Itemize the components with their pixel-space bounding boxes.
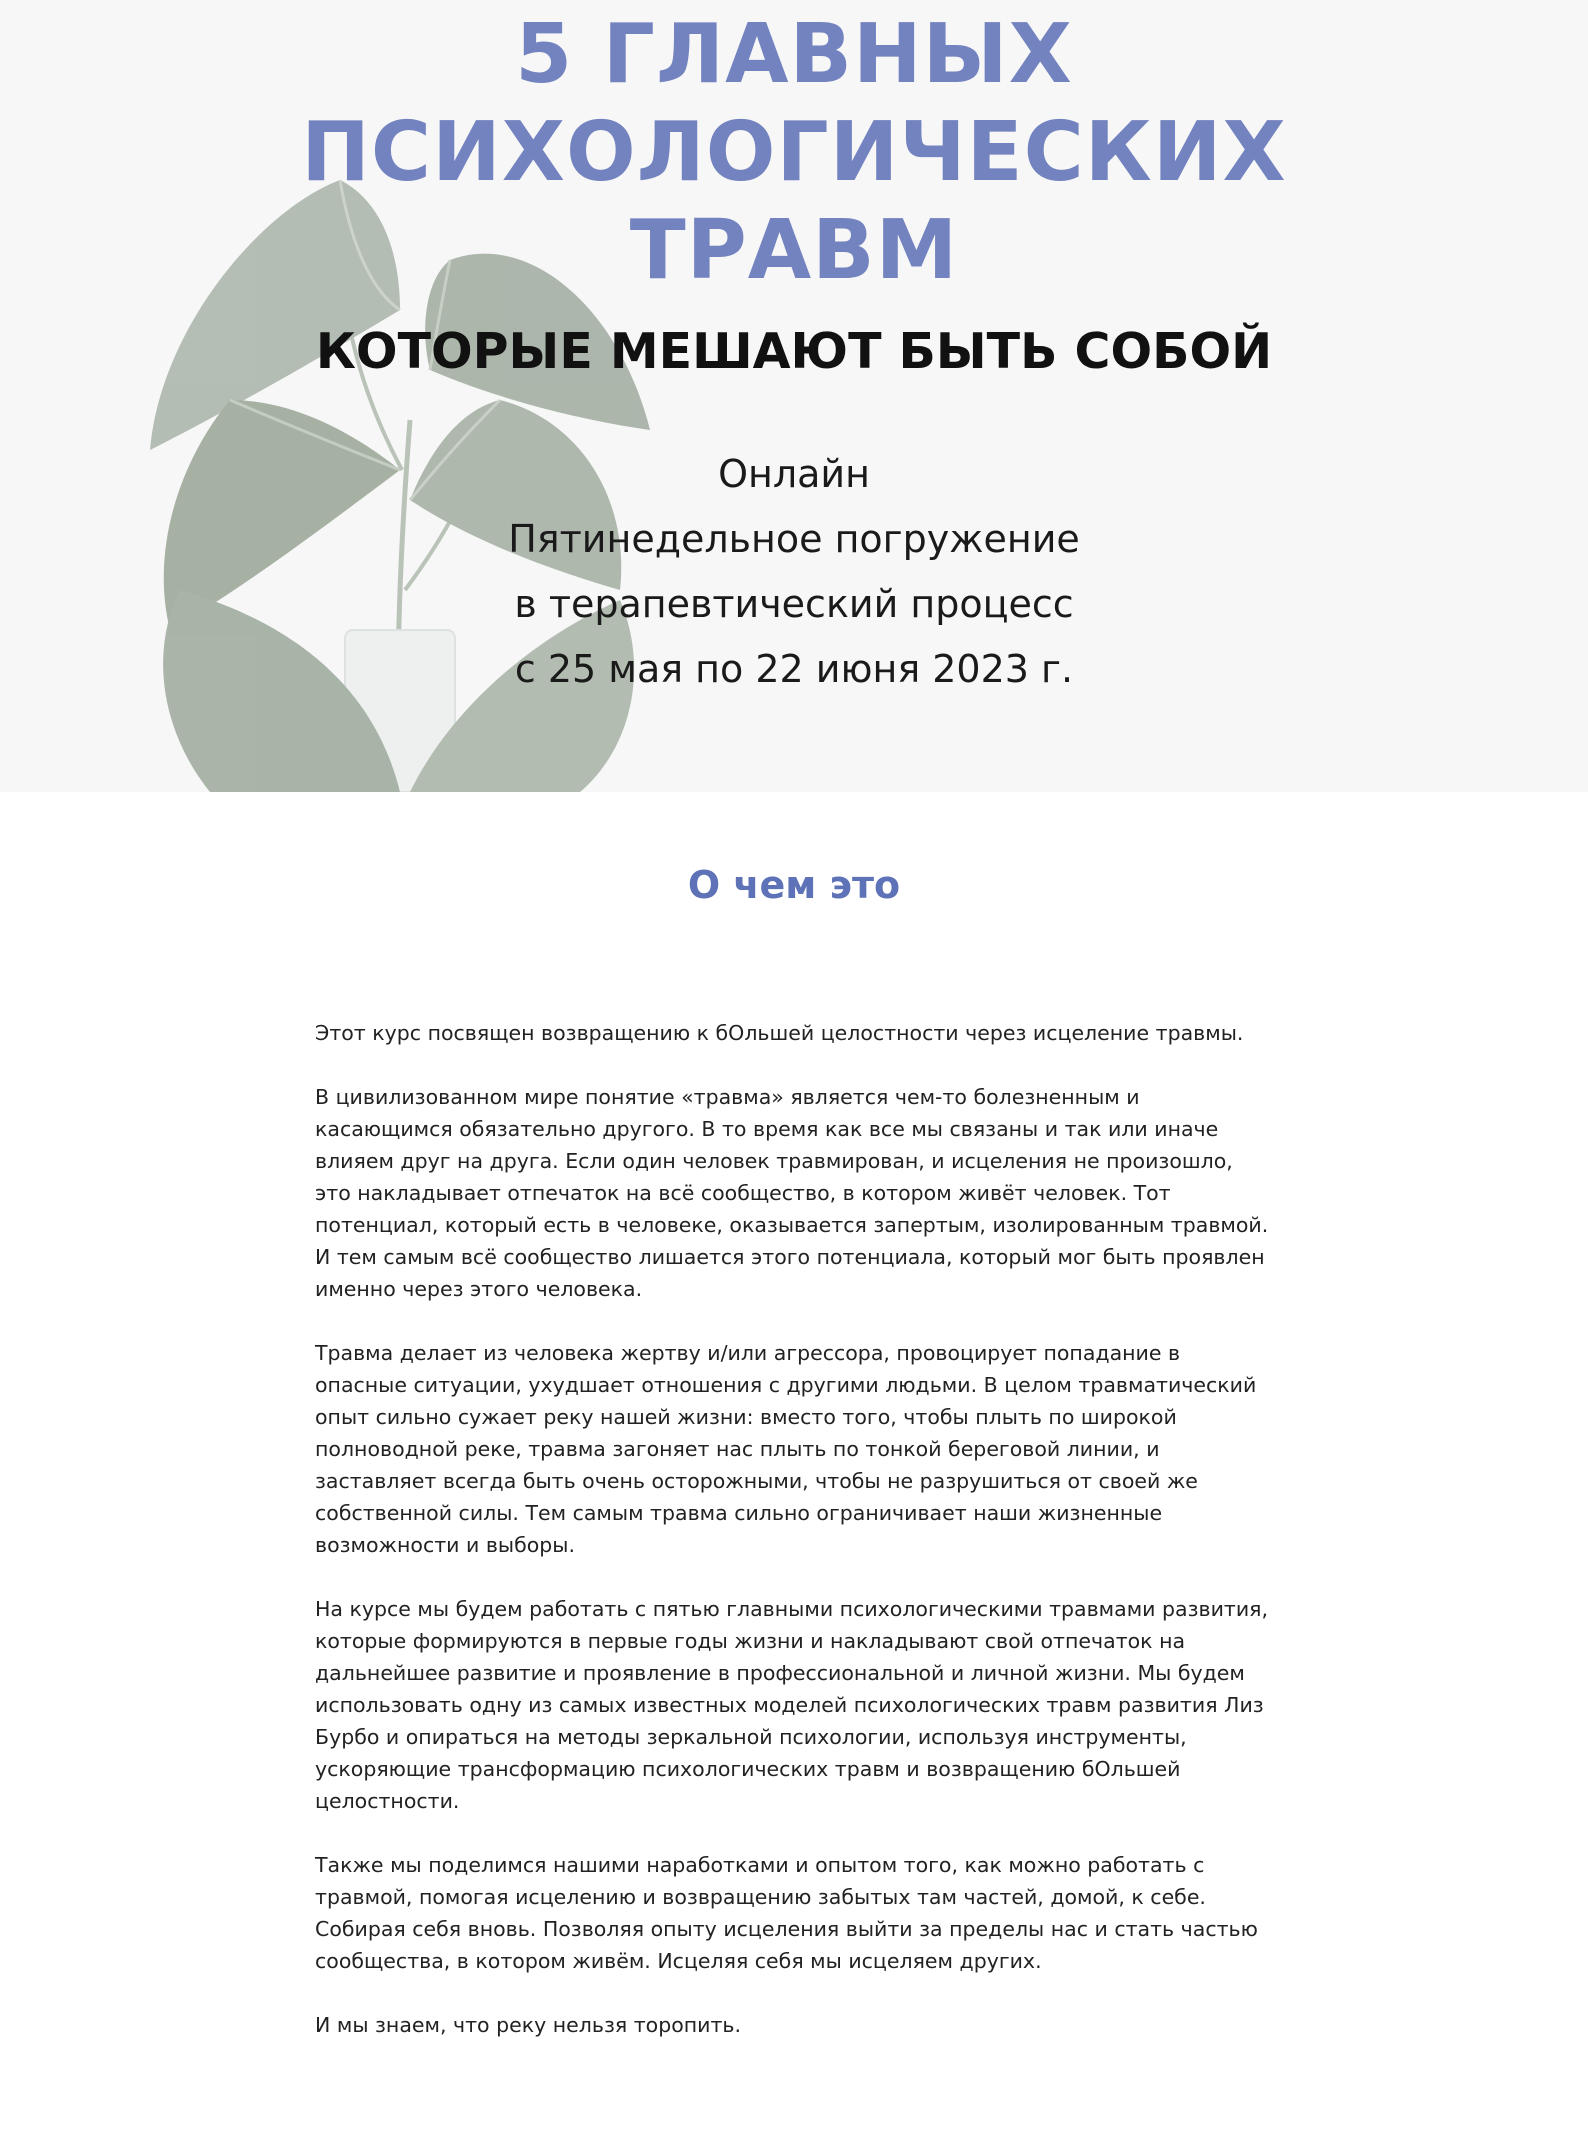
- about-paragraph-4: На курсе мы будем работать с пятью главными психологическими травмами развития, которые формируются в первые годы жизни и накладывают свой отпечаток на дальнейшее развитие и проявление в профессиональной и личной жизни. Мы будем использовать одну из самых известных моделей психологических травм развития Лиз Бурбо и опираться на методы зеркальной психологии, используя инструменты, ускоряющие трансформацию психологических травм и возвращению бОльшей целостности.: [315, 1597, 1268, 1813]
- title-line-1: 5 ГЛАВНЫХ: [515, 7, 1073, 102]
- about-content: [315, 1017, 1273, 2073]
- hero-text: [0, 0, 1588, 702]
- about-paragraph-6: И мы знаем, что реку нельзя торопить.: [315, 2013, 742, 2037]
- course-description-line-2: в терапевтический процесс: [514, 582, 1074, 626]
- hero-section: [0, 0, 1588, 792]
- title-line-2: ПСИХОЛОГИЧЕСКИХ: [301, 105, 1287, 200]
- about-paragraph-1: Этот курс посвящен возвращению к бОльшей целостности через исцеление травмы.: [315, 1021, 1244, 1045]
- page-subtitle: КОТОРЫЕ МЕШАЮТ БЫТЬ СОБОЙ: [315, 323, 1273, 380]
- course-dates: с 25 мая по 22 июня 2023 г.: [514, 647, 1074, 691]
- about-heading: О чем это: [687, 863, 901, 907]
- course-description-line-1: Пятинедельное погружение: [508, 517, 1080, 561]
- course-format: Онлайн: [718, 452, 870, 496]
- about-paragraph-5: Также мы поделимся нашими наработками и опытом того, как можно работать с травмой, помогая исцелению и возвращению забытых там частей, домой, к себе. Собирая себя вновь. Позволяя опыту исцеления выйти за пределы нас и стать частью сообщества, в котором живём. Исцеляя себя мы исцеляем других.: [315, 1853, 1258, 1973]
- title-line-3: ТРАВМ: [629, 203, 959, 298]
- about-paragraph-3: Травма делает из человека жертву и/или агрессора, провоцирует попадание в опасные ситуации, ухудшает отношения с другими людьми. В целом травматический опыт сильно сужает реку нашей жизни: вместо того, чтобы плыть по широкой полноводной реке, травма загоняет нас плыть по тонкой береговой линии, и заставляет всегда быть очень осторожными, чтобы не разрушиться от своей же собственной силы. Тем самым травма сильно ограничивает наши жизненные возможности и выборы.: [315, 1341, 1257, 1557]
- about-paragraph-2: В цивилизованном мире понятие «травма» является чем-то болезненным и касающимся обязательно другого. В то время как все мы связаны и так или иначе влияем друг на друга. Если один человек травмирован, и исцеления не произошло, это накладывает отпечаток на всё сообщество, в котором живёт человек. Тот потенциал, который есть в человеке, оказывается запертым, изолированным травмой. И тем самым всё сообщество лишается этого потенциала, который мог быть проявлен именно через этого человека.: [315, 1085, 1269, 1301]
- page-title: [0, 0, 1588, 300]
- course-info: [0, 442, 1588, 702]
